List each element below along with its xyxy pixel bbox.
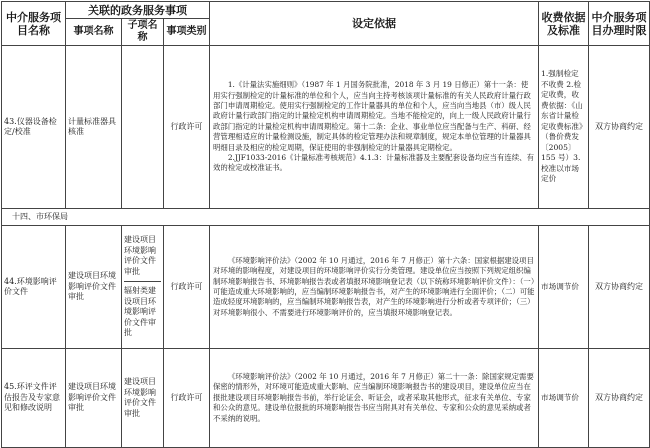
- header-related: 关联的政务服务事项: [66, 2, 210, 19]
- basis-paragraph: 《环境影响评价法》（2002 年 10 月通过，2016 年 7 月修正）第二十一条：除国家规定需要保密的情形外，对环境可能造成重大影响、应当编制环境影响报告书的建设项目，建设单位应当在报批建设项目环境影响报告书前，举行论证会、听证会，或者采取其他形式，征求有关单位、专家和公众的意见。建设单位报批的环境影响报告书应当附具对有关单位、专家和公众的意见采纳或者不采纳的说明。: [213, 371, 534, 423]
- matter-type: 行政许可: [164, 226, 210, 349]
- fee-basis: 市场调节价: [539, 349, 589, 448]
- subitem-stack: [122, 226, 164, 349]
- basis-text: [210, 46, 539, 209]
- header-item: 中介服务项目名称: [2, 2, 66, 46]
- subitem-name: 建设项目环境影响评价文件审批: [124, 235, 156, 276]
- matter-type: 行政许可: [164, 349, 210, 448]
- subitem-name: [122, 46, 164, 209]
- subitem-name: 建设项目环境影响评价文件审批: [122, 349, 164, 448]
- section-row: [2, 209, 650, 226]
- matter-name: 建设项目环境影响评价文件审批: [66, 349, 122, 448]
- basis-text: [210, 226, 539, 349]
- matter-name: 建设项目环境影响评价文件审批: [66, 226, 122, 349]
- time-limit: 双方协商约定: [589, 46, 650, 209]
- time-limit: 双方协商约定: [589, 226, 650, 349]
- header-matter-type: 事项类别: [164, 19, 210, 46]
- item-name: 43.仪器设备检定/校准: [2, 46, 66, 209]
- table-row: [2, 226, 650, 349]
- header-row-top: [2, 2, 650, 19]
- matter-type: 行政许可: [164, 46, 210, 209]
- header-matter-name: 事项名称: [66, 19, 122, 46]
- time-limit: 双方协商约定: [589, 349, 650, 448]
- fee-basis: 1.强制检定不收费 2.检定收费，收费依据：《山东省计量检定收费标准》（鲁价费发〔2005〕155 号）3.校准以市场定价: [539, 46, 589, 209]
- item-name: 45.环评文件评估报告及专家意见和修改说明: [2, 349, 66, 448]
- basis-paragraph: 《环境影响评价法》（2002 年 10 月通过，2016 年 7 月修正）第十六条：国家根据建设项目对环境的影响程度，对建设项目的环境影响评价实行分类管理。建设单位应当按照下列规定组织编制环境影响报告书、环境影响报告表或者填报环境影响登记表（以下统称环境影响评价文件）：（一）可能造成重大环境影响的，应当编制环境影响报告书，对产生的环境影响进行全面评价；（二）可能造成轻度环境影响的，应当编制环境影响报告表，对产生的环境影响进行分析或者专项评价；（三）对环境影响很小、不需要进行环境影响评价的，应当填报环境影响登记表。: [213, 255, 535, 317]
- subitem-name: 辐射类建设项目环境影响评价文件审批: [124, 281, 161, 343]
- table-row: [2, 349, 650, 448]
- header-fee: 收费依据及标准: [539, 2, 589, 46]
- basis-paragraph: 1.《计量法实施细则》（1987 年 1 月国务院批准，2018 年 3 月 19 日修正）第十一条：使用实行强制检定的计量标准的单位和个人，应当向主持考核该项计量标准的有关人民政府计量行政部门申请周期检定。使用实行强制检定的工作计量器具的单位和个人，应当向当地县（市）级人民政府计量行政部门指定的计量检定机构申请周期检定。当地不能检定的，向上一级人民政府计量行政部门指定的计量检定机构申请周期检定。第十二条：企业、事业单位应当配备与生产、科研、经营管理相适应的计量检测设施，制定具体的检定管理办法和规章制度，规定本单位管理的计量器具明细目录及相应的检定周期，保证使用的非强制检定的计量器具定期检定。: [213, 80, 531, 152]
- table-row: [2, 46, 650, 209]
- matter-name: 计量标准器具核准: [66, 46, 122, 209]
- header-basis: 设定依据: [210, 2, 539, 46]
- service-table: [1, 1, 650, 448]
- header-subitem-name: 子项名称: [122, 19, 164, 46]
- item-name: 44.环境影响评价文件: [2, 226, 66, 349]
- basis-paragraph: 2.JJF1033-2016《计量标准考核规范》4.1.3：计量标准器及主要配套设备均应当有连续、有效的检定或校准证书。: [213, 153, 534, 173]
- header-time: 中介服务项目办理时限: [589, 2, 650, 46]
- fee-basis: 市场调节价: [539, 226, 589, 349]
- basis-text: [210, 349, 539, 448]
- section-title: 十四、市环保局: [2, 209, 650, 226]
